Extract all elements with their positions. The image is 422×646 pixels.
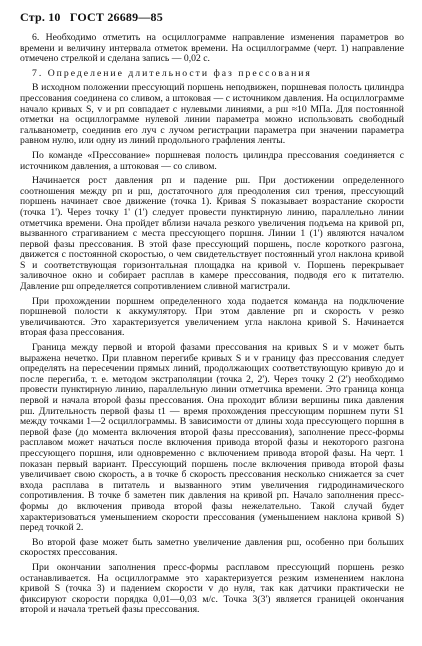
page-number: Стр. 10 bbox=[20, 10, 61, 24]
paragraph: При окончании заполнения пресс-формы расплавом прессующий поршень резко останавливается. На осциллограмме это характеризуется резким изменением наклона кривой S (точка 3) и падением скорости v до нуля, так как датчики практически не фиксируют скорости порядка 0,01—0,03 м/с. Точка 3(3') является границей окончания второй и начала третьей фазы прессования. bbox=[20, 561, 404, 616]
document-body bbox=[20, 33, 404, 616]
paragraph-item-6: 6. Необходимо отметить на осциллограмме направление изменения параметров во времени и величину интервала отметок времени. На осциллограмме (черт. 1) направление отмечено стрелкой и сделана запись — 0,02 с. bbox=[20, 32, 404, 65]
paragraph: В исходном положении прессующий поршень неподвижен, поршневая полость цилиндра прессования соединена со сливом, а штоковая — с источником давления. На осциллограмме начало кривых S, v и pп совпадает с нулевыми линиями, а pш ≈10 МПа. Для постоянной отметки на осциллограмме нулевой линии параметра можно использовать свободный гальванометр, соединив его луч с лучом регистрации параметра при значении параметра равном нулю, или одну из линий продольного графления ленты. bbox=[20, 82, 404, 147]
page-header bbox=[20, 10, 404, 25]
paragraph: При прохождении поршнем определенного хода подается команда на подключение поршневой полости к аккумулятору. При этом давление pп и скорость v резко увеличиваются. Это характеризуется увеличением угла наклона кривой S. Начинается вторая фаза прессования. bbox=[20, 295, 404, 339]
paragraph: По команде «Прессование» поршневая полость цилиндра прессования соединяется с источником давления, а штоковая — со сливом. bbox=[20, 149, 404, 172]
paragraph: Начинается рост давления pп и падение pш. При достижении определенного соотношения между pп и pш, достаточного для преодоления сил трения, прессующий поршень начинает свое движение (точка 1). Кривая S показывает возрастание скорости (точка 1'). Через точку 1' (1') следует провести пунктирную линию, параллельно линии отметчика времени. Она пройдет вблизи начала резкого увеличения подъема на кривой pп, вызванного страгиванием с места прессующего поршня. Линии 1 (1') являются началом первой фазы прессования. В этой фазе прессующий поршень, после короткого разгона, движется с постоянной скоростью, о чем свидетельствует постоянный угол наклона кривой S и соответствующая горизонтальная площадка на кривой v. Поршень перекрывает заливочное окно и собирает расплав в камере прессования, подводя его к питателю. Давление pш определяется сопротивлением сливной магистрали. bbox=[20, 175, 404, 293]
paragraph: Граница между первой и второй фазами прессования на кривых S и v может быть выражена нечетко. При плавном перегибе кривых S и v границу фаз прессования следует определять на пересечении прямых линий, продолжающих соответствующую кривую до и после перегиба, т. е. методом экстраполяции (точка 2, 2'). Через точку 2 (2') необходимо провести пунктирную линию, параллельную линии отметчика времени. Это граница конца первой и начала второй фазы прессования. Она проходит вблизи вершины пика давления pш. Длительность первой фазы t1 — время прохождения прессующим поршнем пути S1 между точками 1—2 осциллограммы. В зависимости от длины хода прессующего поршня в первой фазе (до момента включения второй фазы прессования), заполнение пресс-формы расплавом может начаться после включения привода второй фазы и некоторого разгона прессующего поршня, или одновременно с включением привода второй фазы. На черт. 1 показан первый вариант. Прессующий поршень после включения привода второй фазы увеличивает свою скорость, а в точке б скорость прессования несколько снижается за счет входа расплава в питатель и вызванного этим увеличения гидродинамического сопротивления. В точке б заметен пик давления на кривой pп. Начало заполнения пресс-формы до включения привода второй фазы нежелательно. Такой случай будет характеризоваться уменьшением скорости прессования (уменьшением наклона кривой S) перед точкой 2. bbox=[20, 342, 404, 534]
paragraph: Во второй фазе может быть заметно увеличение давления pш, особенно при больших скоростях прессования. bbox=[20, 536, 404, 559]
standard-number: ГОСТ 26689—85 bbox=[69, 10, 163, 24]
section-heading: 7. Определение длительности фаз прессования bbox=[32, 67, 312, 79]
